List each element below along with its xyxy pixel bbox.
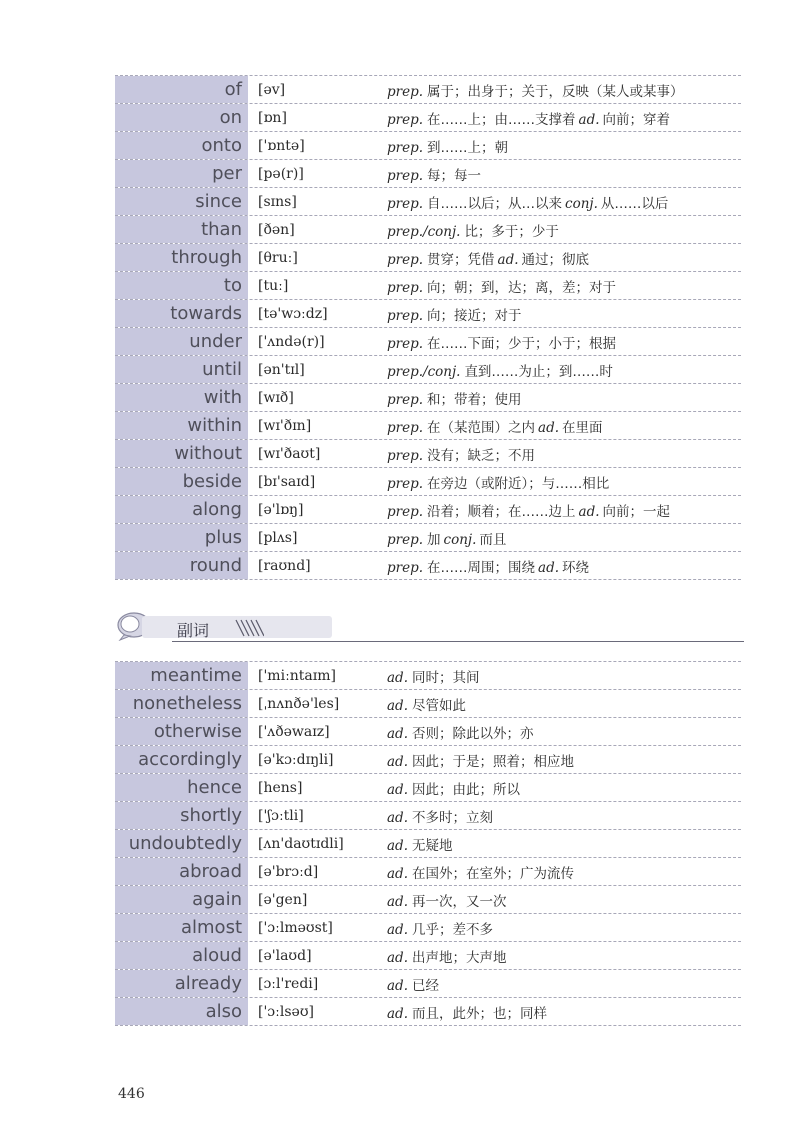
meaning: 向前；一起 [602, 503, 671, 520]
part-of-speech: prep. [387, 559, 424, 576]
definition [379, 80, 741, 100]
headword: with [115, 384, 248, 411]
headword: round [115, 552, 248, 579]
vocab-row [115, 998, 741, 1026]
part-of-speech: ad. [497, 251, 519, 268]
part-of-speech: ad. [538, 559, 560, 576]
part-of-speech: prep. [387, 307, 424, 324]
vocab-row [115, 746, 741, 774]
part-of-speech: ad. [578, 503, 600, 520]
definition [379, 806, 741, 826]
part-of-speech: prep. [387, 139, 424, 156]
phonetic: ['ʃɔːtli] [258, 807, 304, 824]
meaning: 而且，此外；也；同样 [411, 1005, 547, 1022]
meaning: 因此；于是；照着；相应地 [411, 753, 574, 770]
meaning: 环绕 [562, 559, 590, 576]
part-of-speech: prep. [387, 111, 424, 128]
vocab-row [115, 886, 741, 914]
part-of-speech: prep. [387, 503, 424, 520]
definition [379, 890, 741, 910]
meaning: 无疑地 [411, 837, 453, 854]
definition [379, 862, 741, 882]
phonetic: [sɪns] [258, 193, 297, 210]
part-of-speech: prep. [387, 335, 424, 352]
vocab-row [115, 132, 741, 160]
definition [379, 556, 741, 576]
meaning: 每；每一 [427, 167, 482, 184]
vocab-row [115, 802, 741, 830]
vocab-row [115, 970, 741, 998]
vocab-row [115, 160, 741, 188]
definition [379, 974, 741, 994]
phonetic: ['ɒntə] [258, 137, 305, 154]
meaning: 尽管如此 [411, 697, 466, 714]
vocab-row [115, 384, 741, 412]
vocab-row [115, 188, 741, 216]
definition [379, 276, 741, 296]
meaning: 在……周围；围绕 [427, 559, 536, 576]
meaning: 几乎；差不多 [411, 921, 493, 938]
section-rule [172, 641, 744, 642]
headword: along [115, 496, 248, 523]
phonetic: [bɪ'saɪd] [258, 473, 316, 490]
part-of-speech: ad. [387, 669, 408, 686]
phonetic: [raʊnd] [258, 557, 311, 574]
part-of-speech: prep. [387, 531, 424, 548]
vocab-row [115, 524, 741, 552]
headword: again [115, 886, 248, 913]
meaning: 在……下面；少于；小于；根据 [427, 335, 617, 352]
definition [379, 164, 741, 184]
headword: within [115, 412, 248, 439]
headword: also [115, 998, 248, 1025]
vocab-row [115, 942, 741, 970]
vocab-row [115, 244, 741, 272]
vocab-row [115, 468, 741, 496]
part-of-speech: prep. [387, 167, 424, 184]
meaning: 到……上；朝 [427, 139, 509, 156]
headword: than [115, 216, 248, 243]
phonetic: [ˌnʌnðə'les] [258, 695, 340, 712]
phonetic: [tuː] [258, 277, 289, 294]
headword: on [115, 104, 248, 131]
vocab-row [115, 216, 741, 244]
part-of-speech: ad. [387, 837, 408, 854]
phonetic: [ə'laʊd] [258, 947, 312, 964]
vocab-row [115, 830, 741, 858]
vocab-row [115, 914, 741, 942]
part-of-speech: prep. [387, 475, 424, 492]
meaning: 通过；彻底 [521, 251, 590, 268]
meaning: 在（某范围）之内 [427, 419, 536, 436]
meaning: 和；带着；使用 [427, 391, 522, 408]
definition [379, 220, 741, 240]
definition [379, 360, 741, 380]
definition [379, 946, 741, 966]
headword: under [115, 328, 248, 355]
phonetic: [ðən] [258, 221, 295, 238]
definition [379, 722, 741, 742]
headword: meantime [115, 662, 248, 689]
phonetic: [ɒn] [258, 109, 287, 126]
headword: aloud [115, 942, 248, 969]
meaning: 贯穿；凭借 [427, 251, 495, 268]
definition [379, 472, 741, 492]
part-of-speech: ad. [387, 1005, 408, 1022]
headword: since [115, 188, 248, 215]
vocab-row [115, 104, 741, 132]
phonetic: [θruː] [258, 249, 298, 266]
phonetic: [ə'brɔːd] [258, 863, 319, 880]
meaning: 因此；由此；所以 [411, 781, 520, 798]
definition [379, 918, 741, 938]
definition [379, 666, 741, 686]
definition [379, 136, 741, 156]
definition [379, 444, 741, 464]
headword: to [115, 272, 248, 299]
phonetic: [wɪ'ðɪn] [258, 417, 312, 434]
vocab-row [115, 76, 741, 104]
meaning: 再一次，又一次 [411, 893, 507, 910]
adverb-table [115, 661, 741, 1026]
part-of-speech: prep. [387, 251, 424, 268]
vocab-row [115, 718, 741, 746]
phonetic: ['ʌndə(r)] [258, 333, 325, 350]
part-of-speech: ad. [387, 753, 408, 770]
phonetic: [ə'gen] [258, 891, 308, 908]
part-of-speech: prep. [387, 83, 424, 100]
headword: already [115, 970, 248, 997]
part-of-speech: ad. [387, 977, 408, 994]
meaning: 否则；除此以外；亦 [411, 725, 534, 742]
part-of-speech: ad. [387, 893, 408, 910]
vocab-row [115, 412, 741, 440]
phonetic: [əv] [258, 81, 286, 98]
phonetic: [ʌn'daʊtɪdli] [258, 835, 344, 852]
part-of-speech: ad. [387, 781, 408, 798]
definition [379, 1002, 741, 1022]
definition [379, 248, 741, 268]
meaning: 自……以后；从…以来 [427, 195, 563, 212]
meaning: 比；多于；少于 [464, 223, 559, 240]
meaning: 向；接近；对于 [427, 307, 522, 324]
definition [379, 750, 741, 770]
hatch-decoration [234, 618, 264, 638]
phonetic: [ə'kɔːdɪŋli] [258, 751, 334, 768]
definition [379, 694, 741, 714]
definition [379, 388, 741, 408]
part-of-speech: prep. [387, 279, 424, 296]
part-of-speech: ad. [387, 865, 408, 882]
headword: until [115, 356, 248, 383]
part-of-speech: ad. [387, 949, 408, 966]
vocab-row [115, 552, 741, 580]
part-of-speech: ad. [387, 809, 408, 826]
headword: without [115, 440, 248, 467]
headword: through [115, 244, 248, 271]
vocab-row [115, 690, 741, 718]
phonetic: ['ɔːlməʊst] [258, 919, 333, 936]
headword: accordingly [115, 746, 248, 773]
vocab-row [115, 300, 741, 328]
headword: beside [115, 468, 248, 495]
part-of-speech: prep. [387, 391, 424, 408]
section-title: 副词 [177, 621, 210, 640]
part-of-speech: ad. [578, 111, 600, 128]
meaning: 从……以后 [600, 195, 669, 212]
part-of-speech: prep. [387, 419, 424, 436]
headword: abroad [115, 858, 248, 885]
vocab-row [115, 774, 741, 802]
meaning: 加 [427, 531, 441, 548]
definition [379, 778, 741, 798]
section-header-adverbs [112, 610, 744, 644]
meaning: 同时；其间 [411, 669, 480, 686]
definition [379, 528, 741, 548]
meaning: 向前；穿着 [602, 111, 671, 128]
headword: hence [115, 774, 248, 801]
phonetic: ['ɔːlsəʊ] [258, 1003, 314, 1020]
part-of-speech: prep./conj. [387, 223, 461, 240]
meaning: 在里面 [562, 419, 603, 436]
meaning: 没有；缺乏；不用 [427, 447, 536, 464]
meaning: 在国外；在室外；广为流传 [411, 865, 574, 882]
vocab-row [115, 858, 741, 886]
vocab-row [115, 272, 741, 300]
headword: onto [115, 132, 248, 159]
part-of-speech: prep. [387, 195, 424, 212]
part-of-speech: ad. [387, 921, 408, 938]
meaning: 沿着；顺着；在……边上 [427, 503, 576, 520]
part-of-speech: ad. [387, 697, 408, 714]
meaning: 而且 [479, 531, 507, 548]
part-of-speech: conj. [565, 195, 598, 212]
vocab-row [115, 662, 741, 690]
meaning: 在旁边（或附近）；与……相比 [427, 475, 610, 492]
vocab-row [115, 328, 741, 356]
phonetic: [ɔːl'redi] [258, 975, 319, 992]
part-of-speech: ad. [387, 725, 408, 742]
phonetic: ['ʌðəwaɪz] [258, 723, 330, 740]
vocab-row [115, 440, 741, 468]
part-of-speech: prep./conj. [387, 363, 461, 380]
phonetic: [ə'lɒŋ] [258, 501, 304, 518]
part-of-speech: conj. [443, 531, 477, 548]
headword: almost [115, 914, 248, 941]
vocab-row [115, 496, 741, 524]
phonetic: [wɪð] [258, 389, 294, 406]
phonetic: [hens] [258, 779, 303, 796]
headword: towards [115, 300, 248, 327]
phonetic: [plʌs] [258, 529, 298, 546]
part-of-speech: ad. [538, 419, 560, 436]
meaning: 在……上；由……支撑着 [427, 111, 576, 128]
definition [379, 304, 741, 324]
definition [379, 108, 741, 128]
definition [379, 500, 741, 520]
meaning: 出声地；大声地 [411, 949, 507, 966]
page-number: 446 [118, 1086, 145, 1102]
definition [379, 192, 741, 212]
phonetic: [wɪ'ðaʊt] [258, 445, 321, 462]
headword: nonetheless [115, 690, 248, 717]
headword: plus [115, 524, 248, 551]
headword: shortly [115, 802, 248, 829]
headword: of [115, 76, 248, 103]
vocab-row [115, 356, 741, 384]
definition [379, 834, 741, 854]
meaning: 不多时；立刻 [411, 809, 493, 826]
meaning: 属于；出身于；关于，反映（某人或某事） [427, 83, 684, 100]
meaning: 已经 [411, 977, 439, 994]
phonetic: [pə(r)] [258, 165, 304, 182]
phonetic: [tə'wɔːdz] [258, 305, 328, 322]
phonetic: ['miːntaɪm] [258, 667, 336, 684]
headword: undoubtedly [115, 830, 248, 857]
headword: otherwise [115, 718, 248, 745]
part-of-speech: prep. [387, 447, 424, 464]
phonetic: [ən'tɪl] [258, 361, 305, 378]
meaning: 向；朝；到，达；离，差；对于 [427, 279, 617, 296]
preposition-table [115, 75, 741, 580]
headword: per [115, 160, 248, 187]
definition [379, 332, 741, 352]
definition [379, 416, 741, 436]
meaning: 直到……为止；到……时 [464, 363, 613, 380]
